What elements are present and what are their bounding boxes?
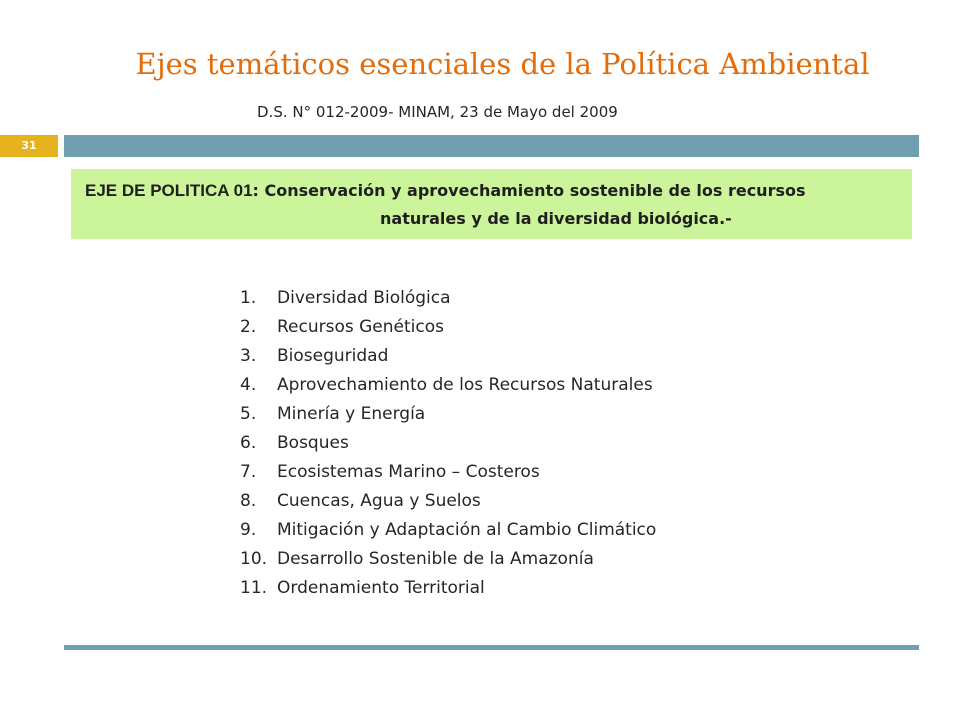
eje-policy-line-1 [85, 179, 806, 203]
slide-subtitle: D.S. N° 012-2009- MINAM, 23 de Mayo del 2009 [257, 103, 618, 121]
list-item-number: 8. [240, 490, 257, 511]
list-item [240, 486, 656, 515]
list-item-number: 2. [240, 316, 257, 337]
list-item-number: 1. [240, 287, 257, 308]
list-item-label: Ordenamiento Territorial [277, 577, 485, 598]
list-item [240, 428, 656, 457]
eje-policy-box [71, 169, 912, 239]
bottom-accent-bar [64, 645, 919, 650]
list-item-label: Recursos Genéticos [277, 316, 444, 337]
list-item-number: 5. [240, 403, 257, 424]
list-item-number: 6. [240, 432, 257, 453]
list-item-number: 7. [240, 461, 257, 482]
list-item-number: 4. [240, 374, 257, 395]
list-item-label: Aprovechamiento de los Recursos Naturales [277, 374, 653, 395]
list-item-label: Bioseguridad [277, 345, 389, 366]
list-item-number: 3. [240, 345, 257, 366]
list-item [240, 515, 656, 544]
eje-policy-lead: EJE DE POLITICA 01 [85, 181, 253, 200]
list-item-label: Cuencas, Agua y Suelos [277, 490, 481, 511]
eje-policy-text-1: : Conservación y aprovechamiento sostenible de los recursos [252, 181, 806, 200]
list-item [240, 399, 656, 428]
top-accent-bar [64, 135, 919, 157]
list-item [240, 544, 656, 573]
list-item [240, 283, 656, 312]
list-item-label: Desarrollo Sostenible de la Amazonía [277, 548, 594, 569]
list-item-label: Ecosistemas Marino – Costeros [277, 461, 540, 482]
list-item-number: 9. [240, 519, 257, 540]
list-item [240, 370, 656, 399]
list-item-label: Mitigación y Adaptación al Cambio Climático [277, 519, 657, 540]
slide-title: Ejes temáticos esenciales de la Política Ambiental [135, 47, 870, 81]
list-item-number: 10. [240, 548, 268, 569]
list-item-label: Minería y Energía [277, 403, 426, 424]
list-item [240, 457, 656, 486]
list-item-label: Bosques [277, 432, 349, 453]
page-number-badge: 31 [0, 135, 58, 157]
list-item [240, 573, 656, 602]
list-item-number: 11. [240, 577, 268, 598]
thematic-list [240, 283, 656, 602]
list-item [240, 312, 656, 341]
eje-policy-line-2: naturales y de la diversidad biológica.- [380, 209, 732, 228]
list-item [240, 341, 656, 370]
list-item-label: Diversidad Biológica [277, 287, 451, 308]
